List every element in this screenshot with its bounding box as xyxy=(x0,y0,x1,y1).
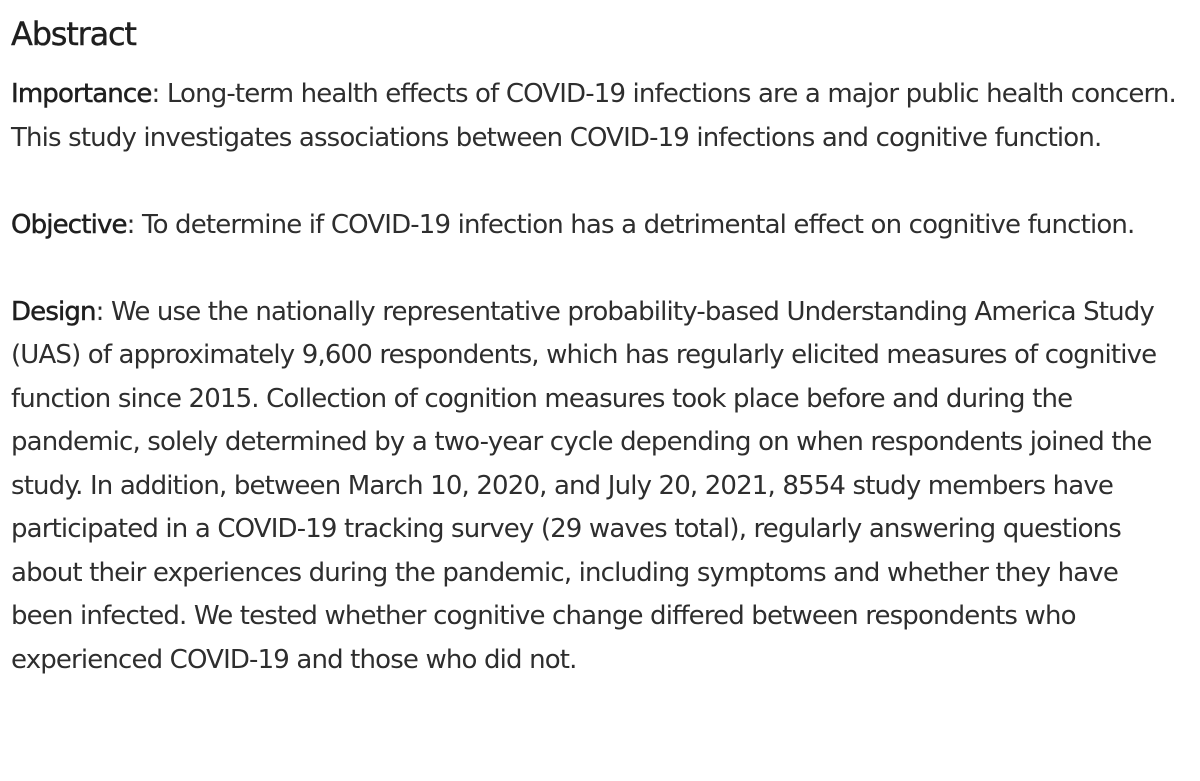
abstract-section xyxy=(11,10,1176,682)
abstract-heading: Abstract xyxy=(11,15,136,53)
importance-label: Importance xyxy=(11,79,152,109)
importance-paragraph xyxy=(11,73,1176,160)
objective-label: Objective xyxy=(11,209,127,240)
design-separator: : xyxy=(95,296,111,327)
design-text: We use the nationally representative probability-based Understanding America Study (UAS) of approximately 9,600 respondents, which has regularly elicited measures of cognitive function since 2015. Collection of cognition measures took place before and during the pandemic, solely determined by a two-year cycle depending on when respondents joined the study. In addition, between March 10, 2020, and July 20, 2021, 8554 study members have participated in a COVID-19 tracking survey (29 waves total), regularly answering questions about their experiences during the pandemic, including symptoms and whether they have been infected. We tested whether cognitive change differed between respondents who experienced COVID-19 and those who did not. xyxy=(11,296,1157,675)
design-label: Design xyxy=(11,296,96,327)
importance-text: Long-term health effects of COVID-19 infections are a major public health concern. This study investigates associations between COVID-19 infections and cognitive function. xyxy=(11,79,1176,153)
objective-text: To determine if COVID-19 infection has a detrimental effect on cognitive function. xyxy=(141,209,1135,240)
importance-separator: : xyxy=(151,79,167,109)
objective-paragraph xyxy=(11,204,1176,248)
design-paragraph xyxy=(11,291,1176,683)
objective-separator: : xyxy=(126,209,142,240)
